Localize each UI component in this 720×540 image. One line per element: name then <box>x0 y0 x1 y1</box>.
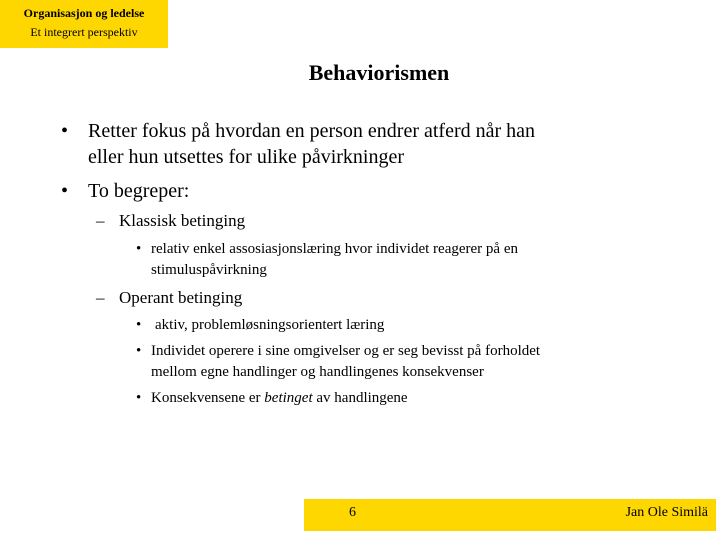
sub-sub-bullet-text: mellom egne handlinger og handlingenes konsekvenser <box>151 364 484 380</box>
sub-sub-bullet-text: stimuluspåvirkning <box>151 262 267 278</box>
sub-sub-bullet-text: relativ enkel assosiasjonslæring hvor individet reagerer på en <box>151 241 518 257</box>
sub-bullet-text: Klassisk betinging <box>119 211 246 230</box>
bullet-dot: • <box>61 120 69 142</box>
slide-title: Behaviorismen <box>308 60 450 85</box>
page-number: 6 <box>349 505 356 520</box>
text-segment: av handlingene <box>312 390 408 406</box>
sub-sub-bullet-text <box>151 389 408 407</box>
header-title: Organisasjon og ledelse <box>23 6 145 20</box>
text-segment: Konsekvensene er <box>151 390 265 406</box>
sub-sub-bullet-dot: • <box>136 317 142 333</box>
sub-sub-bullet-text: aktiv, problemløsningsorientert læring <box>155 317 385 333</box>
sub-bullet-dash: – <box>96 288 105 307</box>
sub-sub-bullet-text: Individet operere i sine omgivelser og er seg bevisst på forholdet <box>151 343 541 359</box>
bullet-text: eller hun utsettes for ulike påvirkninger <box>88 146 405 168</box>
emphasis-text: betinget <box>264 390 313 406</box>
sub-bullet-dash: – <box>96 211 105 230</box>
sub-sub-bullet-dot: • <box>136 343 142 359</box>
sub-sub-bullet-dot: • <box>136 241 142 257</box>
bullet-text: Retter fokus på hvordan en person endrer atferd når han <box>88 120 536 142</box>
footer-author: Jan Ole Similä <box>625 505 708 520</box>
bullet-dot: • <box>61 180 69 202</box>
sub-bullet-text: Operant betinging <box>119 288 243 307</box>
bullet-text: To begreper: <box>88 180 190 202</box>
sub-sub-bullet-dot: • <box>136 390 142 406</box>
header-subtitle: Et integrert perspektiv <box>30 25 138 39</box>
